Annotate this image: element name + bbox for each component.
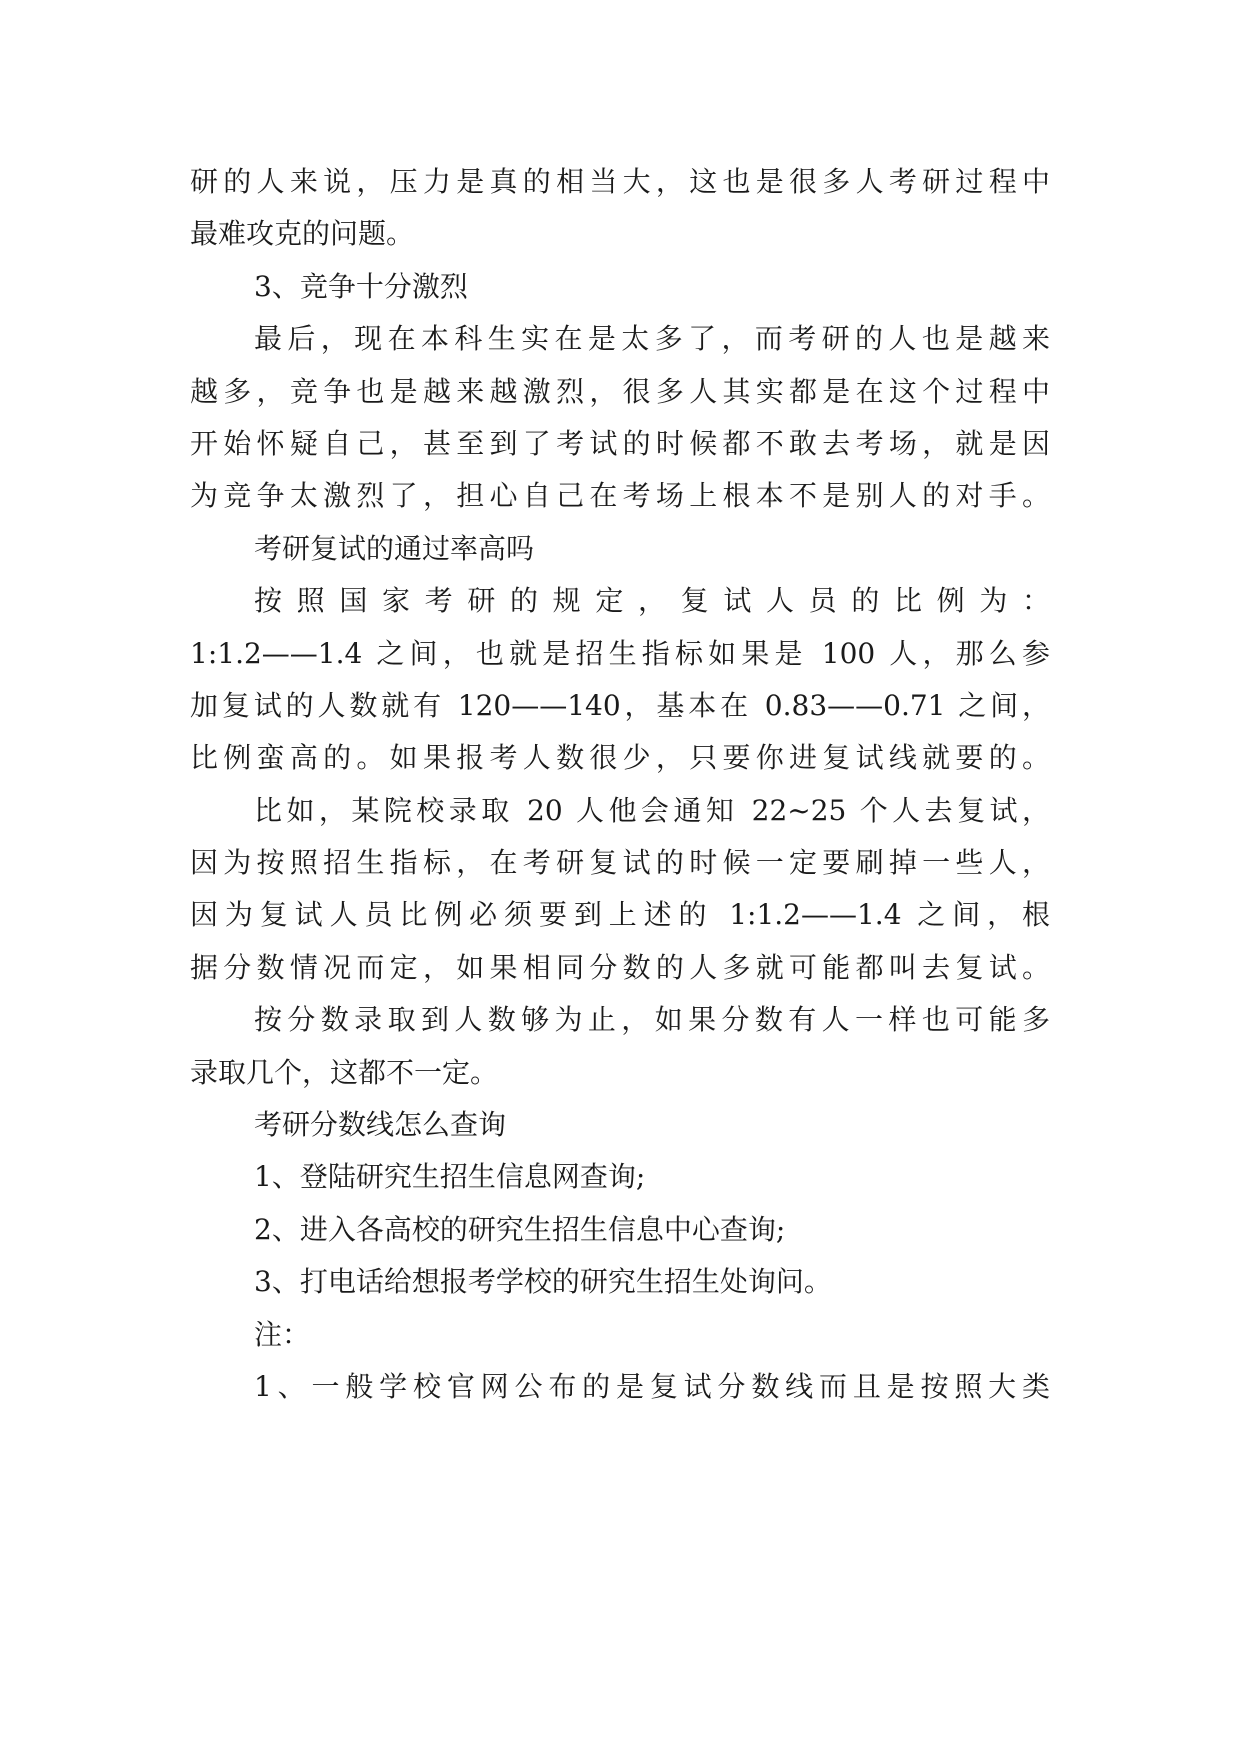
text-line: 3、竞争十分激烈 <box>254 269 468 303</box>
text-line: 据分数情况而定，如果相同分数的人多就可能都叫去复试。 <box>190 950 1050 984</box>
text-line: 录取几个，这都不一定。 <box>190 1055 499 1089</box>
text-line: 考研复试的通过率高吗 <box>254 531 535 565</box>
text-line: 3、打电话给想报考学校的研究生招生处询问。 <box>254 1265 832 1299</box>
text-line: 2、进入各高校的研究生招生信息中心查询; <box>254 1212 786 1246</box>
text-line: 按照国家考研的规定，复试人员的比例为： <box>254 584 1050 618</box>
text-line: 1:1.2——1.4 之间，也就是招生指标如果是 100 人，那么参 <box>190 636 1050 670</box>
text-line: 因为按照招生指标，在考研复试的时候一定要刷掉一些人， <box>190 846 1050 880</box>
text-line: 研的人来说，压力是真的相当大，这也是很多人考研过程中 <box>190 165 1050 198</box>
text-line: 开始怀疑自己，甚至到了考试的时候都不敢去考场，就是因 <box>190 426 1050 460</box>
text-line: 加复试的人数就有 120——140，基本在 0.83——0.71 之间， <box>190 688 1050 722</box>
text-line: 1、一般学校官网公布的是复试分数线而且是按照大类 <box>254 1369 1050 1403</box>
text-line: 1、登陆研究生招生信息网查询; <box>254 1160 646 1194</box>
text-line: 注： <box>254 1317 311 1351</box>
text-line: 最难攻克的问题。 <box>190 217 415 251</box>
text-line: 按分数录取到人数够为止，如果分数有人一样也可能多 <box>254 1003 1050 1037</box>
text-line: 最后，现在本科生实在是太多了，而考研的人也是越来 <box>254 322 1050 356</box>
document-body <box>190 156 1050 1413</box>
text-line: 比例蛮高的。如果报考人数很少，只要你进复试线就要的。 <box>190 741 1050 775</box>
text-line: 考研分数线怎么查询 <box>254 1108 507 1142</box>
text-line: 越多，竞争也是越来越激烈，很多人其实都是在这个过程中 <box>190 374 1050 408</box>
text-line: 因为复试人员比例必须要到上述的 1:1.2——1.4 之间，根 <box>190 898 1050 932</box>
text-line: 为竞争太激烈了，担心自己在考场上根本不是别人的对手。 <box>190 479 1050 513</box>
text-line: 比如，某院校录取 20 人他会通知 22~25 个人去复试， <box>254 793 1050 827</box>
